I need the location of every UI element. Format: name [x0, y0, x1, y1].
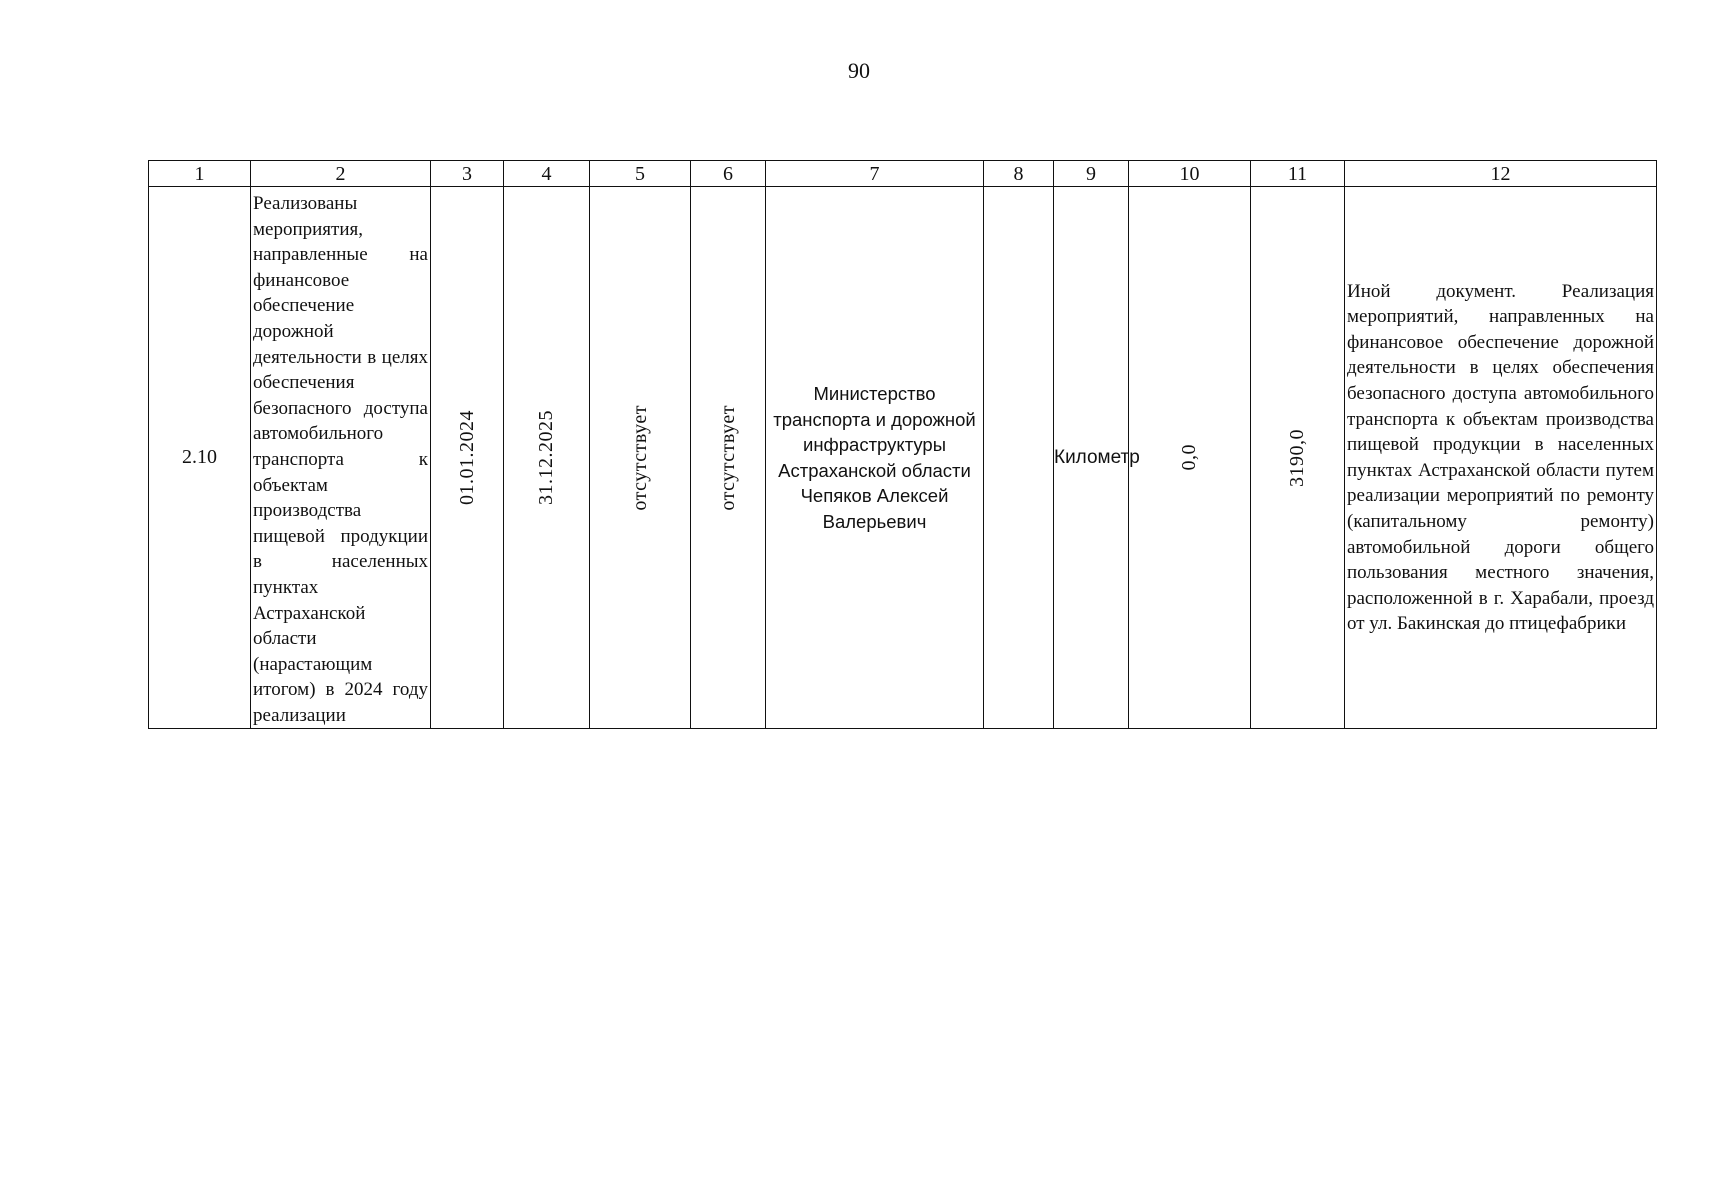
start-date-cell	[431, 187, 504, 729]
table-row	[149, 187, 1657, 729]
column-8-cell	[984, 187, 1054, 729]
header-cell: 2	[251, 161, 431, 187]
column-6-cell	[691, 187, 766, 729]
base-value-cell	[1129, 187, 1251, 729]
header-cell: 12	[1345, 161, 1657, 187]
page-number: 90	[848, 58, 870, 83]
column-6-value: отсутствует	[716, 404, 739, 511]
target-value: 3190,0	[1286, 428, 1308, 487]
header-cell: 9	[1054, 161, 1129, 187]
header-cell: 3	[431, 161, 504, 187]
column-5-cell	[590, 187, 691, 729]
header-cell: 6	[691, 161, 766, 187]
end-date-cell	[504, 187, 590, 729]
responsible-cell: Министерство транспорта и дорожной инфраструктуры Астраханской области Чепяков Алексей Валерьевич	[766, 187, 984, 729]
header-cell: 11	[1251, 161, 1345, 187]
header-cell: 8	[984, 161, 1054, 187]
header-cell: 5	[590, 161, 691, 187]
end-date: 31.12.2025	[535, 410, 557, 506]
start-date: 01.01.2024	[455, 410, 478, 506]
data-table	[148, 160, 1657, 729]
item-number-cell: 2.10	[149, 187, 251, 729]
document-cell: Иной документ. Реализация мероприятий, направленных на финансовое обеспечение дорожной деятельности в целях обеспечения безопасного доступа автомобильного транспорта к объектам производства пищевой продукции в населенных пунктах Астраханской области путем реализации мероприятий по ремонту (капитальному ремонту) автомобильной дороги общего пользования местного значения, расположенной в г. Харабали, проезд от ул. Бакинская до птицефабрики	[1345, 187, 1657, 729]
column-5-value: отсутствует	[628, 404, 651, 511]
unit-cell: Километр	[1054, 187, 1129, 729]
header-cell: 7	[766, 161, 984, 187]
table-header-row	[149, 161, 1657, 187]
result-description-cell: Реализованы мероприятия, направленные на финансовое обеспечение дорожной деятельности в целях обеспечения безопасного доступа автомобильного транспорта к объектам производства пищевой продукции в населенных пунктах Астраханской области (нарастающим итогом) в 2024 году реализации	[251, 187, 431, 729]
header-cell: 1	[149, 161, 251, 187]
header-cell: 10	[1129, 161, 1251, 187]
target-value-cell	[1251, 187, 1345, 729]
header-cell: 4	[504, 161, 590, 187]
base-value: 0,0	[1178, 444, 1200, 471]
